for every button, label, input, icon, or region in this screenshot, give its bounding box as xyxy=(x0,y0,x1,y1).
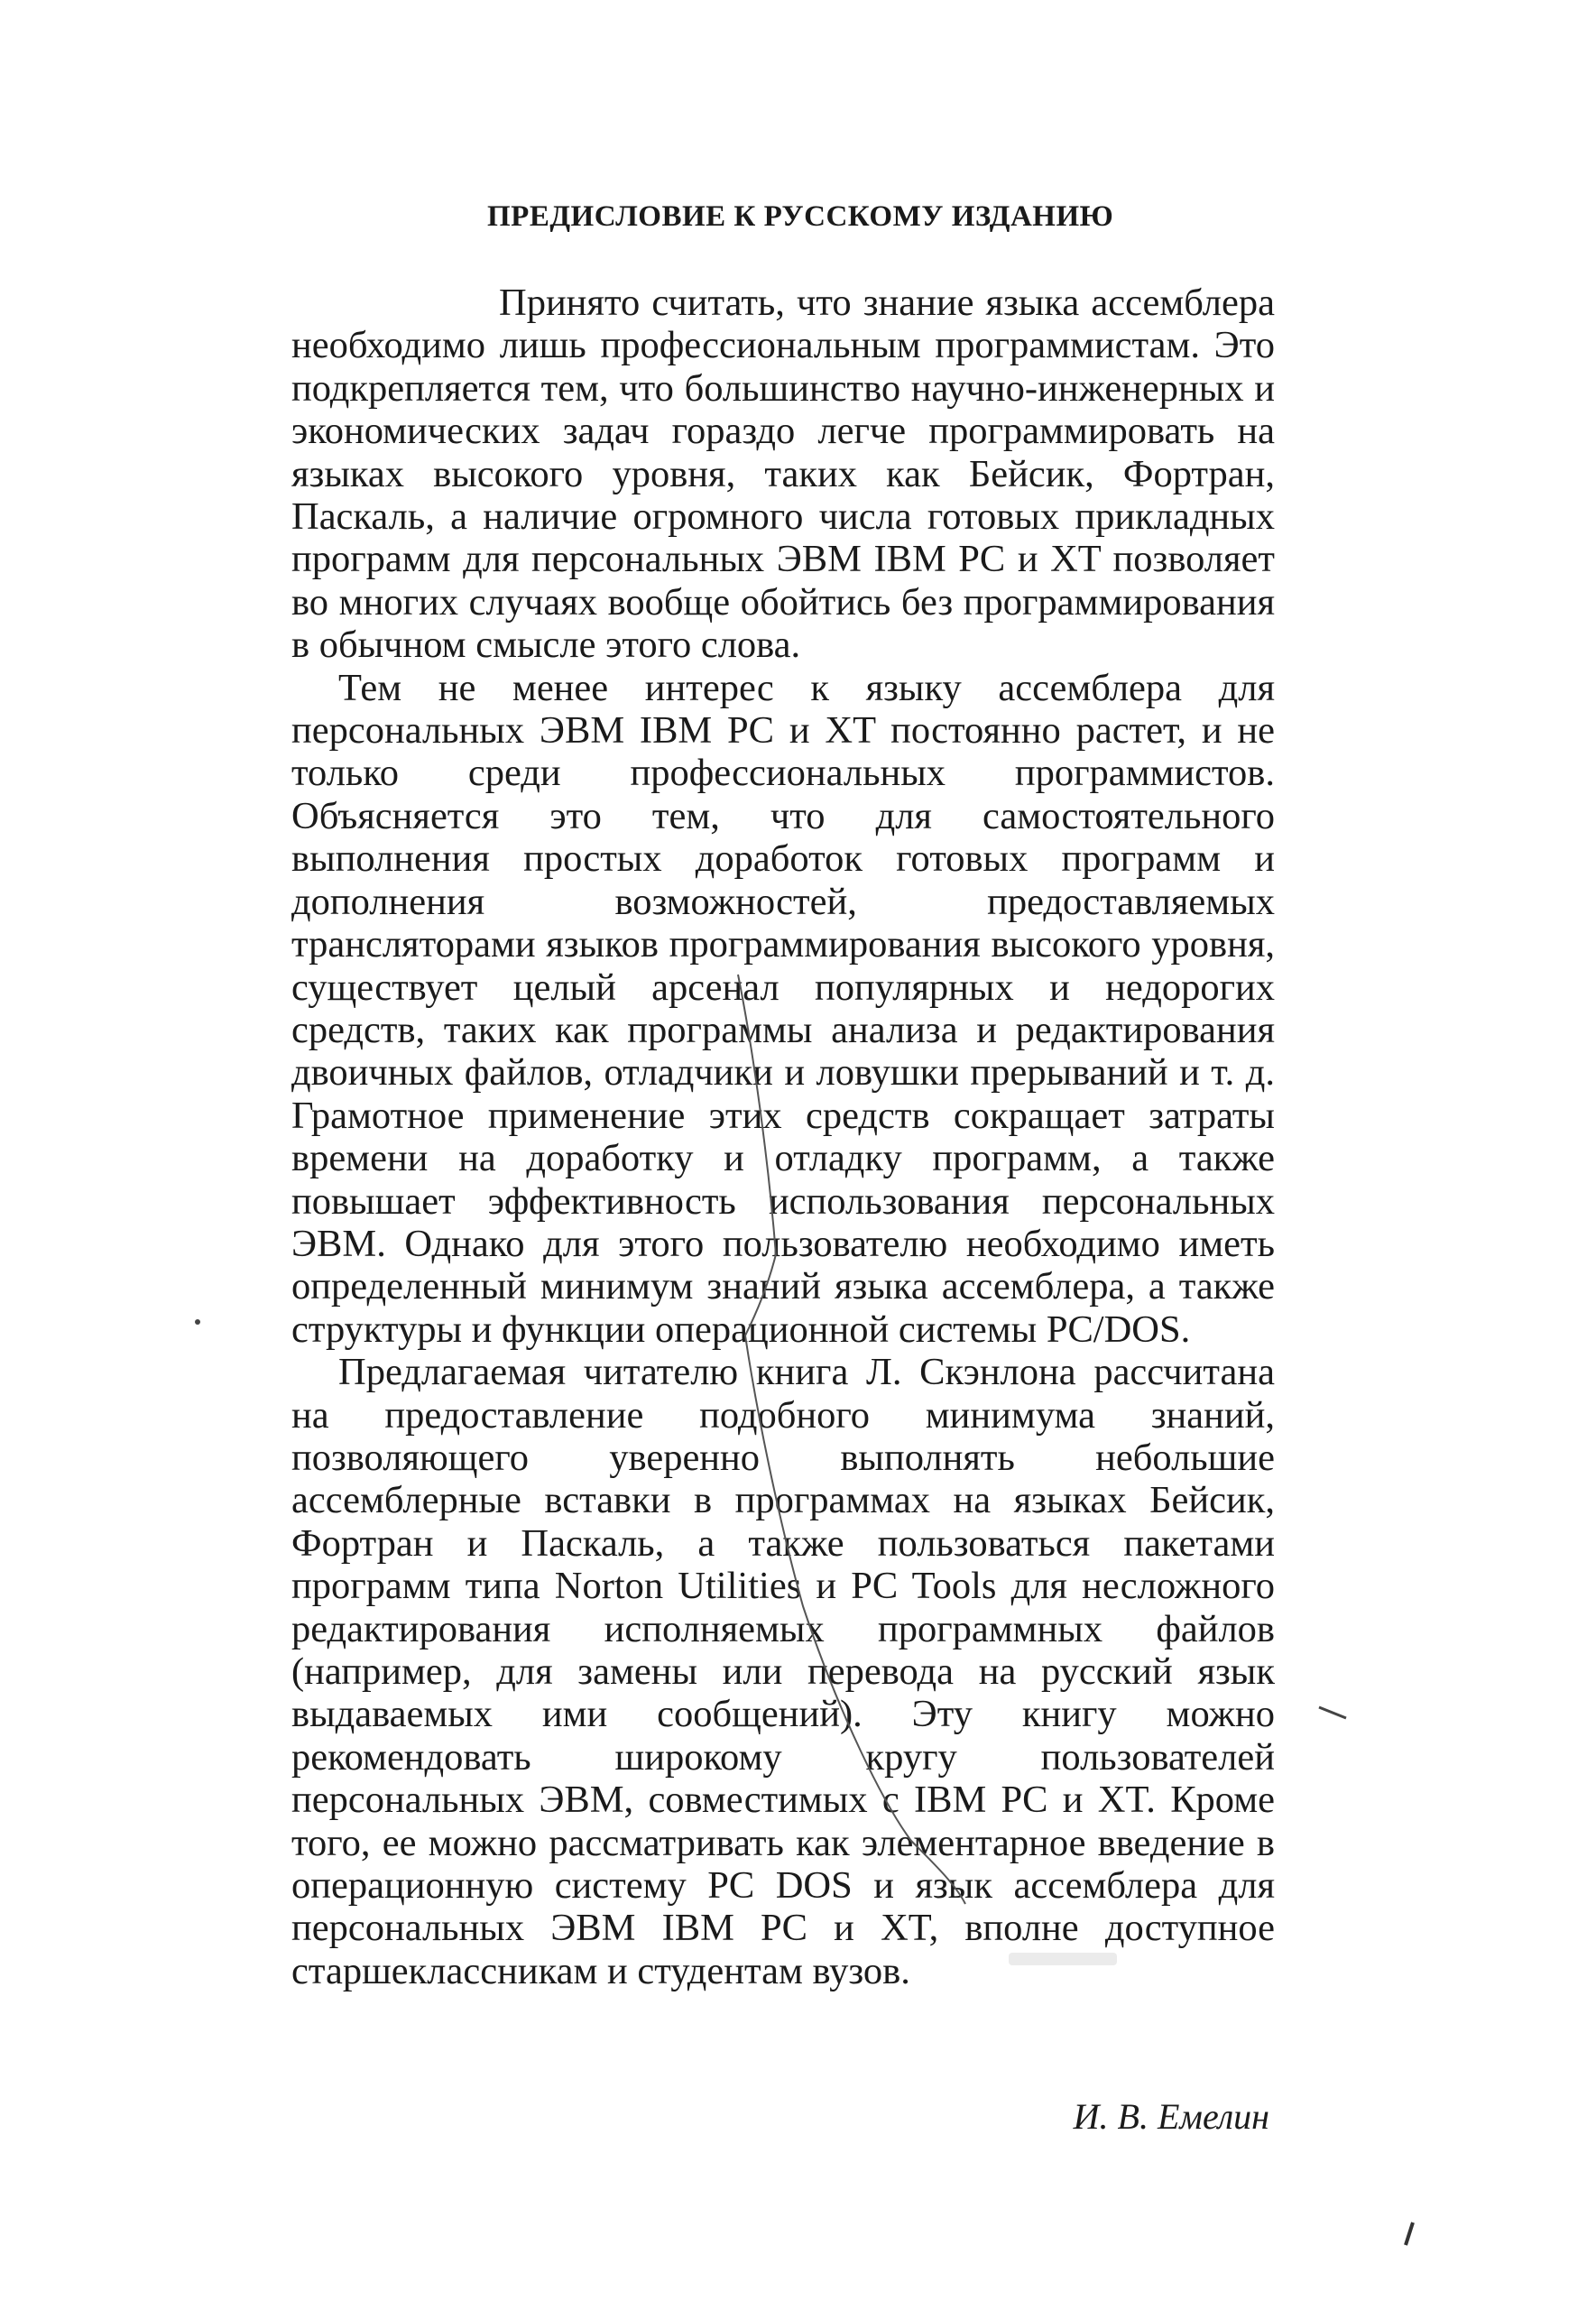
ink-dot-mark xyxy=(195,1319,200,1325)
paragraph-1: Принято считать, что знание языка ассемблера необходимо лишь профессиональным программистам. Это подкрепляется тем, что большинство научно-инженерных и экономических задач гораздо легче программировать на языках высокого уровня, таких как Бейсик, Фортран, Паскаль, а наличие огромного числа готовых прикладных программ для персональных ЭВМ IBM PC и XT позволяет во многих случаях вообще обойтись без программирования в обычном смысле этого слова. xyxy=(291,282,1275,667)
paragraph-3: Предлагаемая читателю книга Л. Скэнлона рассчитана на предоставление подобного минимума знаний, позволяющего уверенно выполнять небольшие ассемблерные вставки в программах на языках Бейсик, Фортран и Паскаль, а также пользоваться пакетами программ типа Norton Utilities и PC Tools для несложного редактирования исполняемых программных файлов (например, для замены или перевода на русский язык выдаваемых ими сообщений). Эту книгу можно рекомендовать широкому кругу пользователей персональных ЭВМ, совместимых с IBM PC и XT. Кроме того, ее можно рассматривать как элементарное введение в операционную систему PC DOS и язык ассемблера для персональных ЭВМ IBM PC и XT, вполне доступное старшеклассникам и студентам вузов. xyxy=(291,1351,1275,1992)
paragraph-2: Тем не менее интерес к языку ассемблера для персональных ЭВМ IBM PC и XT постоянно растет, и не только среди профессиональных программистов. Объясняется это тем, что для самостоятельного выполнения простых доработок готовых программ и дополнения возможностей, предоставляемых трансляторами языков программирования высокого уровня, существует целый арсенал популярных и недорогих средств, таких как программы анализа и редактирования двоичных файлов, отладчики и ловушки прерываний и т. д. Грамотное применение этих средств сокращает затраты времени на доработку и отладку программ, а также повышает эффективность использования персональных ЭВМ. Однако для этого пользователю необходимо иметь определенный минимум знаний языка ассемблера, а также структуры и функции операционной системы PC/DOS. xyxy=(291,666,1275,1351)
body-text xyxy=(291,282,1275,1992)
author-signature: И. В. Емелин xyxy=(1073,2096,1269,2137)
page-title: ПРЕДИСЛОВИЕ К РУССКОМУ ИЗДАНИЮ xyxy=(487,200,1114,233)
pencil-dash-mark xyxy=(1319,1707,1346,1718)
pencil-tick-mark xyxy=(1406,2222,1413,2245)
